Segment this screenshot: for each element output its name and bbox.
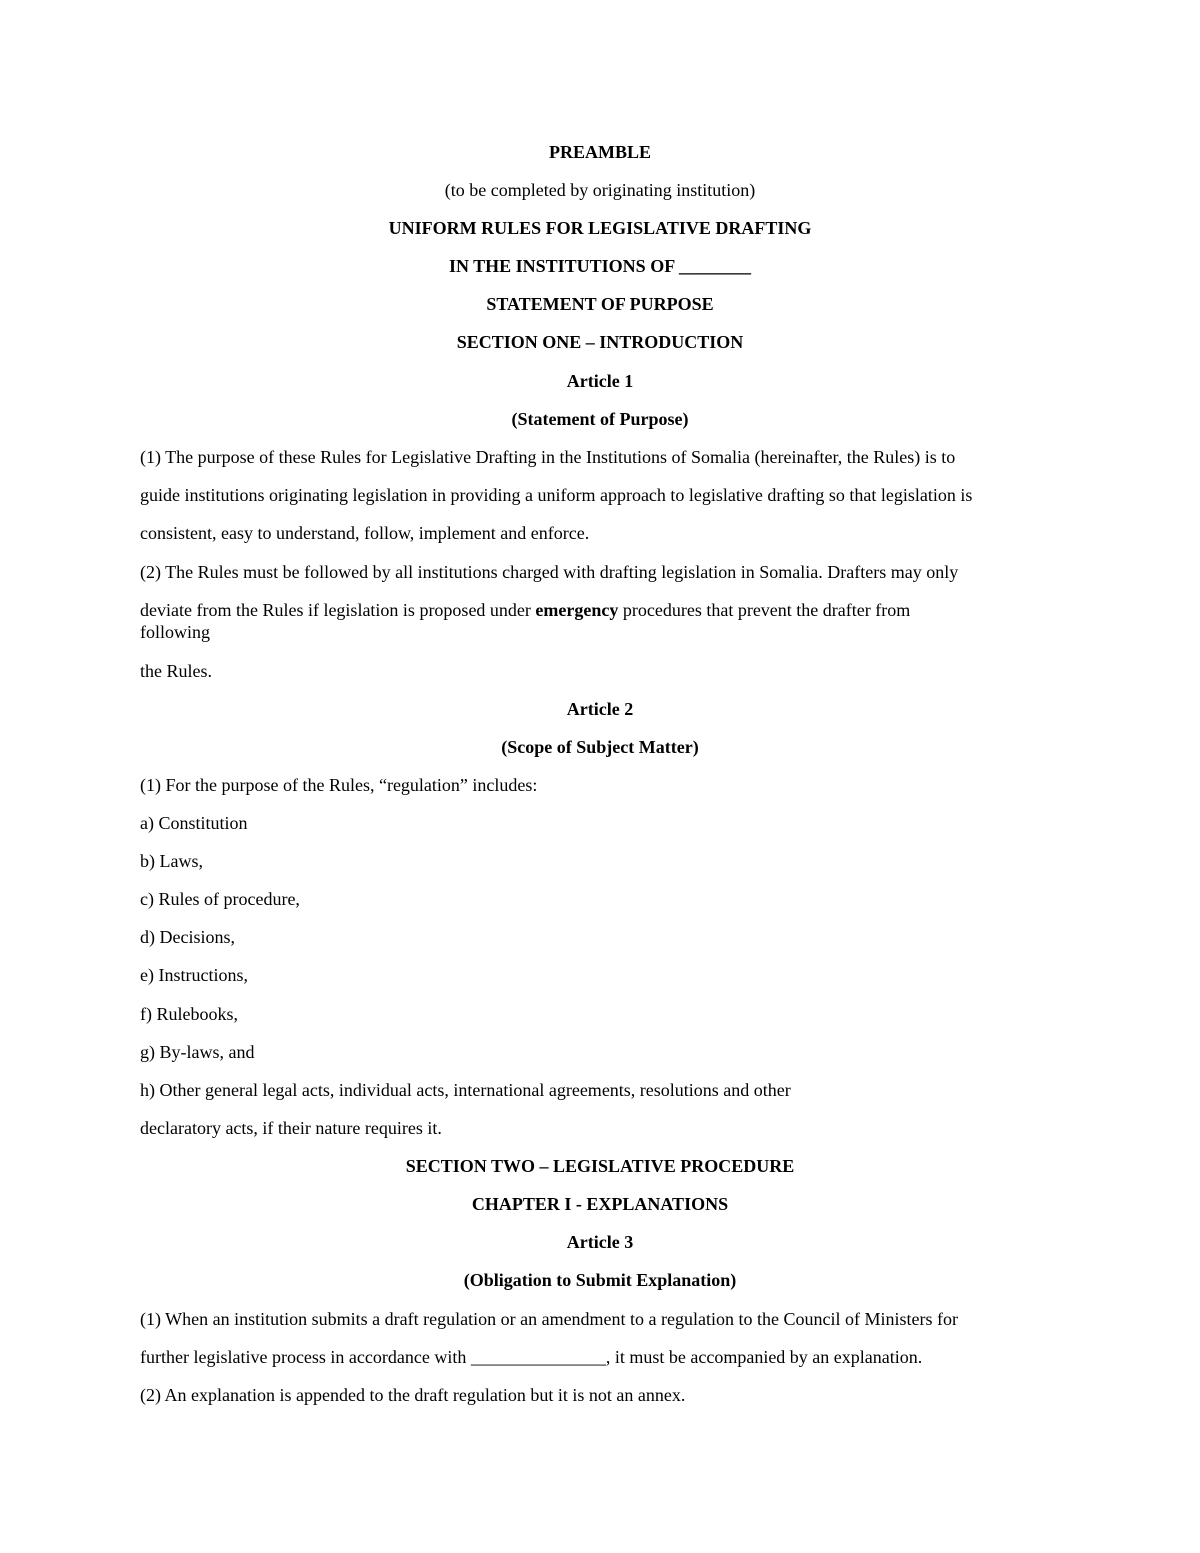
- list-item: a) Constitution: [140, 813, 248, 833]
- article-3-heading: Article 3: [566, 1232, 634, 1252]
- article-3-paragraph-1-line-2: further legislative process in accordance with _______________, it must be accompanied by an explanation.: [140, 1347, 923, 1367]
- preamble-note: (to be completed by originating institution): [444, 180, 756, 200]
- article-1-paragraph-2-line-3: following: [140, 622, 210, 642]
- list-item: declaratory acts, if their nature requires it.: [140, 1118, 442, 1138]
- statement-of-purpose-heading: STATEMENT OF PURPOSE: [486, 294, 714, 314]
- text-span: procedures that prevent the drafter from: [618, 600, 911, 620]
- section-one-heading: SECTION ONE – INTRODUCTION: [456, 332, 744, 352]
- article-1-paragraph-1-line-1: (1) The purpose of these Rules for Legislative Drafting in the Institutions of Somalia (hereinafter, the Rules) is to: [140, 447, 956, 467]
- article-3-paragraph-1-line-1: (1) When an institution submits a draft regulation or an amendment to a regulation to the Council of Ministers for: [140, 1309, 958, 1329]
- text-span: deviate from the Rules if legislation is proposed under: [140, 600, 536, 620]
- article-1-heading: Article 1: [566, 371, 634, 391]
- list-item: b) Laws,: [140, 851, 203, 871]
- list-item: e) Instructions,: [140, 965, 248, 985]
- chapter-one-heading: CHAPTER I - EXPLANATIONS: [471, 1194, 729, 1214]
- article-1-paragraph-1-line-3: consistent, easy to understand, follow, implement and enforce.: [140, 523, 590, 543]
- article-2-intro: (1) For the purpose of the Rules, “regulation” includes:: [140, 775, 538, 795]
- document-title-line2: IN THE INSTITUTIONS OF ________: [448, 256, 752, 276]
- article-2-heading: Article 2: [566, 699, 634, 719]
- article-1-paragraph-2-line-2: [140, 599, 1060, 621]
- article-1-paragraph-2-line-4: the Rules.: [140, 661, 212, 681]
- preamble-heading: PREAMBLE: [548, 142, 651, 162]
- list-item: g) By-laws, and: [140, 1042, 255, 1062]
- article-2-subtitle: (Scope of Subject Matter): [501, 737, 699, 757]
- list-item: d) Decisions,: [140, 927, 235, 947]
- document-title-line1: UNIFORM RULES FOR LEGISLATIVE DRAFTING: [388, 218, 812, 238]
- emergency-emphasis: emergency: [535, 600, 619, 620]
- list-item: c) Rules of procedure,: [140, 889, 300, 909]
- article-1-subtitle: (Statement of Purpose): [511, 409, 689, 429]
- article-1-paragraph-2-line-1: (2) The Rules must be followed by all institutions charged with drafting legislation in Somalia. Drafters may only: [140, 562, 959, 582]
- list-item: f) Rulebooks,: [140, 1004, 238, 1024]
- article-3-subtitle: (Obligation to Submit Explanation): [463, 1270, 737, 1290]
- list-item: h) Other general legal acts, individual acts, international agreements, resolutions and other: [140, 1080, 791, 1100]
- article-1-paragraph-1-line-2: guide institutions originating legislation in providing a uniform approach to legislative drafting so that legislation is: [140, 485, 973, 505]
- section-two-heading: SECTION TWO – LEGISLATIVE PROCEDURE: [405, 1156, 795, 1176]
- article-3-paragraph-2: (2) An explanation is appended to the draft regulation but it is not an annex.: [140, 1385, 686, 1405]
